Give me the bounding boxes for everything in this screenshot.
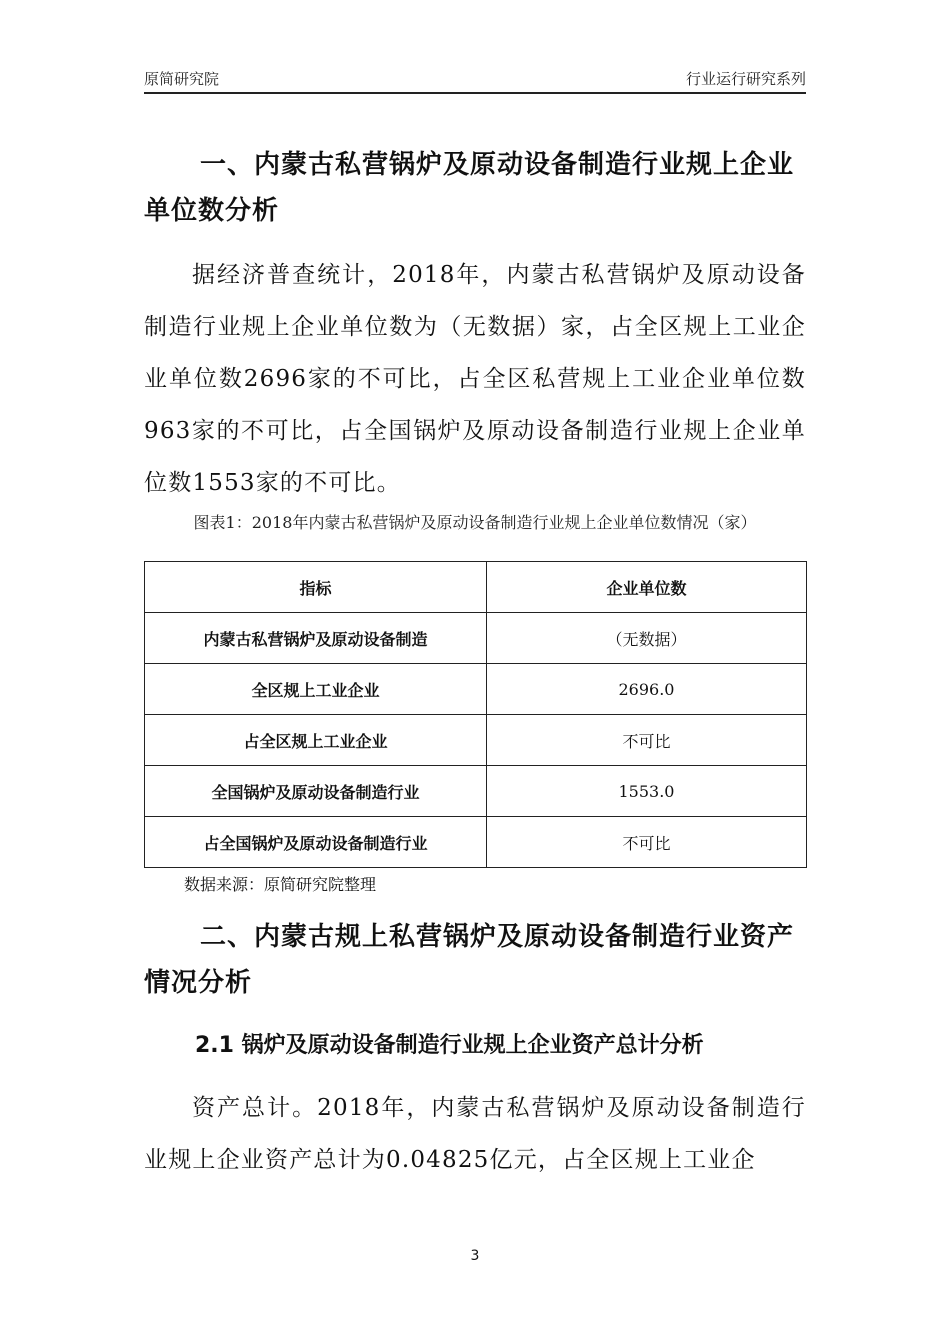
column-header: 企业单位数 [487,562,807,613]
table-row [145,715,807,766]
row-label: 全国锅炉及原动设备制造行业 [145,766,487,817]
row-label: 占全国锅炉及原动设备制造行业 [145,817,487,868]
section2-subheading: 2.1 锅炉及原动设备制造行业规上企业资产总计分析 [195,1033,704,1058]
table-caption: 图表1：2018年内蒙古私营锅炉及原动设备制造行业规上企业单位数情况（家） [193,513,757,532]
section2-heading: 二、内蒙古规上私营锅炉及原动设备制造行业资产情况分析 [144,922,795,998]
page-number: 3 [470,1248,480,1264]
row-value: 2696.0 [487,664,807,715]
table-row [145,766,807,817]
row-label: 全区规上工业企业 [145,664,487,715]
row-label: 占全区规上工业企业 [145,715,487,766]
data-table [144,561,807,868]
header-series: 行业运行研究系列 [685,70,806,88]
row-label: 内蒙古私营锅炉及原动设备制造 [145,613,487,664]
header-divider [144,92,806,94]
row-value: 1553.0 [487,766,807,817]
table-row [145,664,807,715]
table-row [145,817,807,868]
section2-paragraph: 资产总计。2018年，内蒙古私营锅炉及原动设备制造行业规上企业资产总计为0.04825亿元，占全区规上工业企 [144,1095,806,1173]
row-value: 不可比 [487,817,807,868]
section1-heading: 一、内蒙古私营锅炉及原动设备制造行业规上企业单位数分析 [144,150,795,226]
row-value: 不可比 [487,715,807,766]
column-header: 指标 [145,562,487,613]
table-source: 数据来源：原简研究院整理 [184,875,377,894]
row-value: （无数据） [487,613,807,664]
table-header-row [145,562,807,613]
header-org: 原简研究院 [144,70,220,88]
table-row [145,613,807,664]
section1-paragraph: 据经济普查统计，2018年，内蒙古私营锅炉及原动设备制造行业规上企业单位数为（无数据）家，占全区规上工业企业单位数2696家的不可比，占全区私营规上工业企业单位数963家的不可比，占全国锅炉及原动设备制造行业规上企业单位数1553家的不可比。 [144,262,806,496]
